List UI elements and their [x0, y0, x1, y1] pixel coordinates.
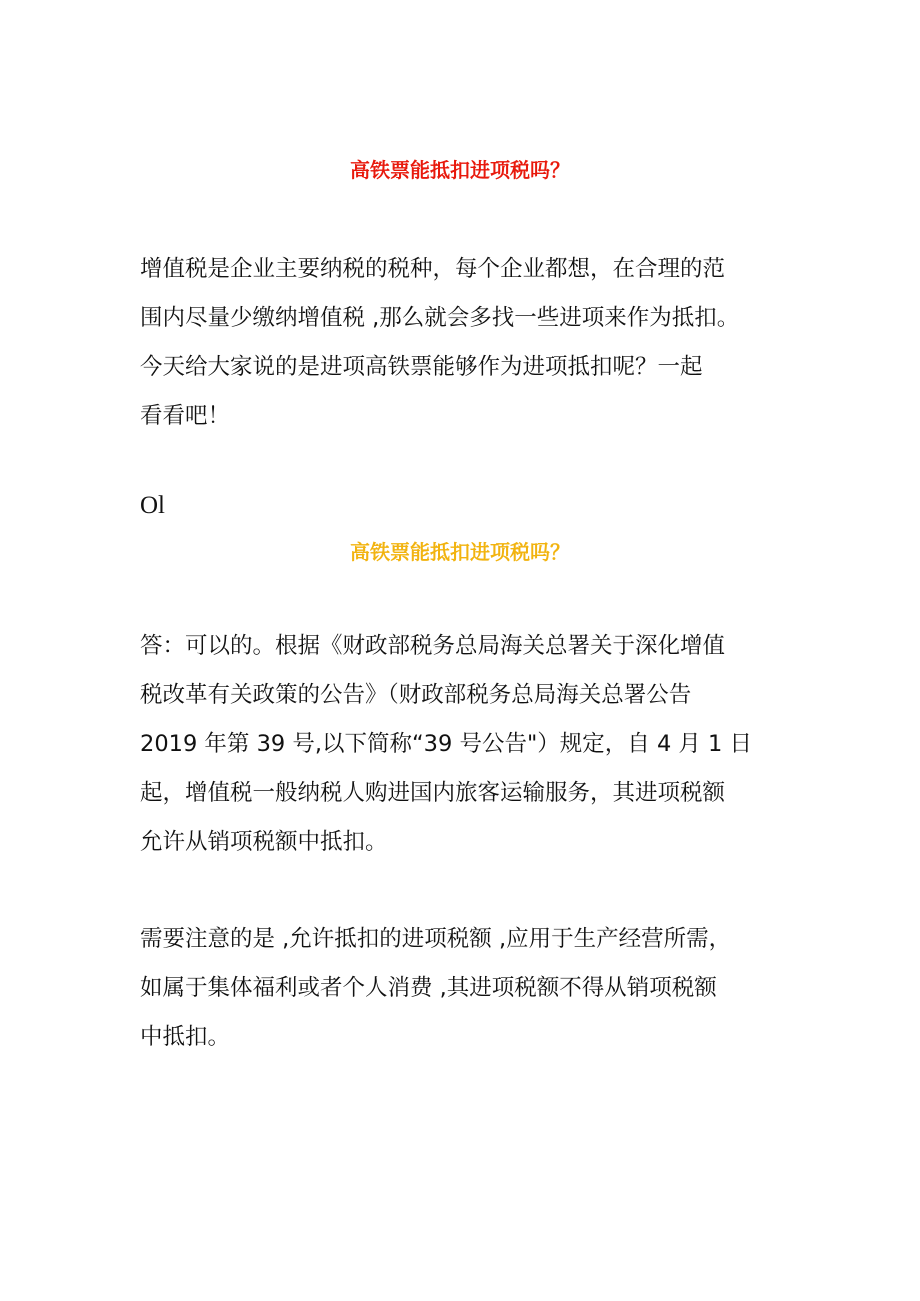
paragraph-line: 中抵扣。: [140, 1024, 231, 1050]
paragraph-line: 增值税是企业主要纳税的税种，每个企业都想，在合理的范: [140, 256, 726, 282]
paragraph-line: 如属于集体福利或者个人消费 ,其进项税额不得从销项税额: [140, 975, 717, 1001]
paragraph-line: 答：可以的。根据《财政部税务总局海关总署关于深化增值: [140, 633, 726, 659]
paragraph-line: 围内尽量少缴纳增值税 ,那么就会多找一些进项来作为抵扣。: [140, 305, 740, 331]
paragraph-line: 允许从销项税额中抵扣。: [140, 829, 388, 855]
paragraph-line: 需要注意的是 ,允许抵扣的进项税额 ,应用于生产经营所需，: [140, 926, 732, 952]
page-title: 高铁票能抵扣进项税吗？: [350, 158, 570, 182]
answer-paragraph: [140, 622, 840, 867]
paragraph-line: 看看吧！: [140, 403, 231, 429]
note-paragraph: [140, 915, 840, 1062]
intro-paragraph: [140, 245, 840, 441]
paragraph-line: 起，增值税一般纳税人购进国内旅客运输服务，其进项税额: [140, 780, 726, 806]
paragraph-line: 2019 年第 39 号,以下简称“39 号公告"）规定，自 4 月 1 日: [140, 731, 753, 757]
section-heading: 高铁票能抵扣进项税吗？: [350, 540, 570, 564]
section-marker: Ol: [140, 492, 165, 519]
paragraph-line: 今天给大家说的是进项高铁票能够作为进项抵扣呢？一起: [140, 354, 703, 380]
paragraph-line: 税改革有关政策的公告》（财政部税务总局海关总署公告: [140, 682, 692, 708]
